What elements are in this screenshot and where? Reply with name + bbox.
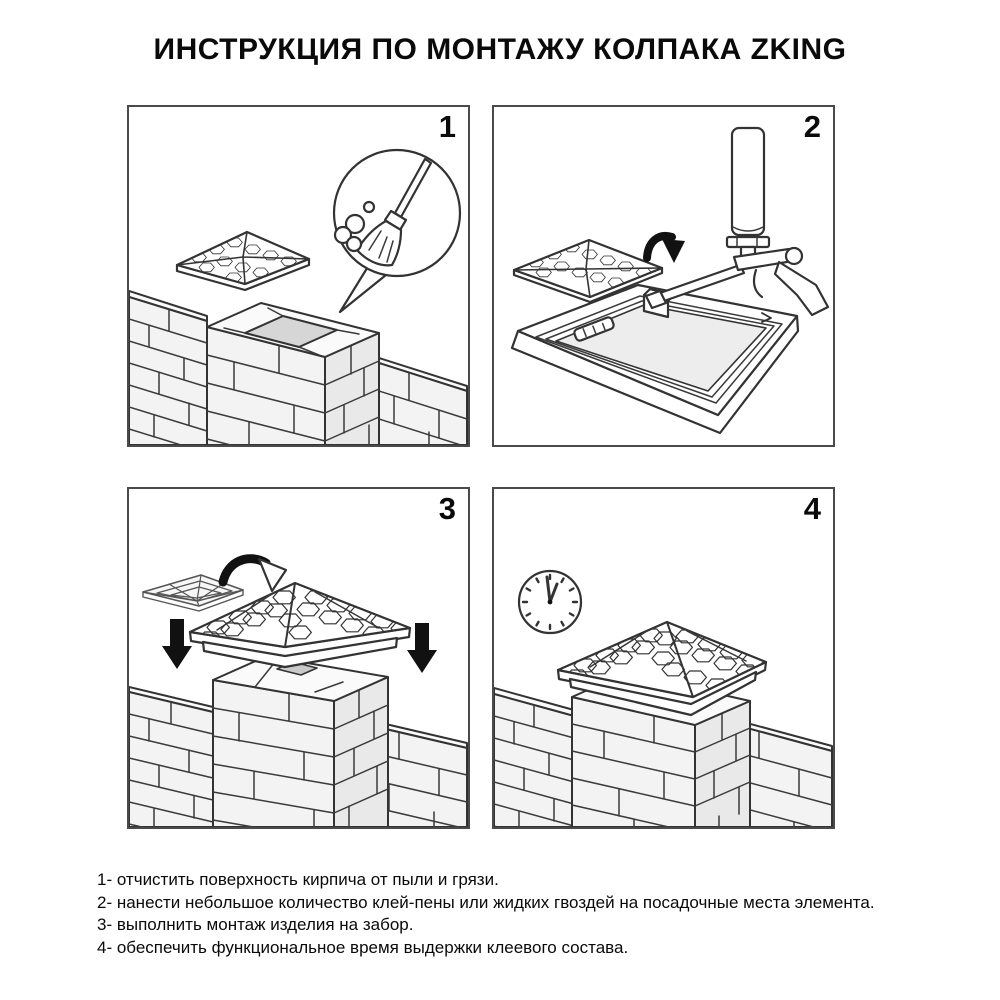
step-4-number: 4	[803, 491, 821, 526]
page-title: ИНСТРУКЦИЯ ПО МОНТАЖУ КОЛПАКА ZKING	[153, 33, 847, 66]
instruction-list	[97, 869, 875, 959]
foam-gun-icon	[646, 128, 828, 315]
step-3-number: 3	[438, 491, 456, 526]
foam-canister	[732, 128, 764, 235]
step-1-panel	[127, 105, 470, 447]
step-3-panel	[127, 487, 470, 829]
step-3-illustration	[129, 489, 468, 827]
instruction-line: 4- обеспечить функциональное время выдержки клеевого состава.	[97, 937, 629, 957]
instruction-line: 2- нанести небольшое количество клей-пены или жидких гвоздей на посадочные места элемента.	[97, 892, 875, 912]
brick-pillar	[207, 303, 379, 445]
gun-barrel	[660, 265, 744, 301]
chimney-cap	[177, 232, 309, 290]
gun-trigger	[754, 270, 762, 297]
instruction-line: 3- выполнить монтаж изделия на забор.	[97, 915, 414, 934]
flip-arrow-icon	[647, 236, 685, 263]
gun-grip	[775, 262, 828, 315]
step-1-number: 1	[438, 109, 456, 144]
step-4-panel	[492, 487, 835, 829]
step-4-illustration	[494, 489, 833, 827]
down-arrow-icon	[162, 619, 192, 669]
instruction-line: 1- отчистить поверхность кирпича от пыли и грязи.	[97, 870, 499, 889]
brick-pillar	[213, 656, 388, 827]
step-2-panel	[492, 105, 835, 447]
clock-icon	[519, 571, 581, 633]
down-arrow-icon	[407, 623, 437, 673]
step-2-number: 2	[803, 109, 821, 144]
speech-bubble-icon	[334, 150, 460, 312]
step-2-illustration	[494, 107, 833, 445]
step-1-illustration	[129, 107, 468, 445]
